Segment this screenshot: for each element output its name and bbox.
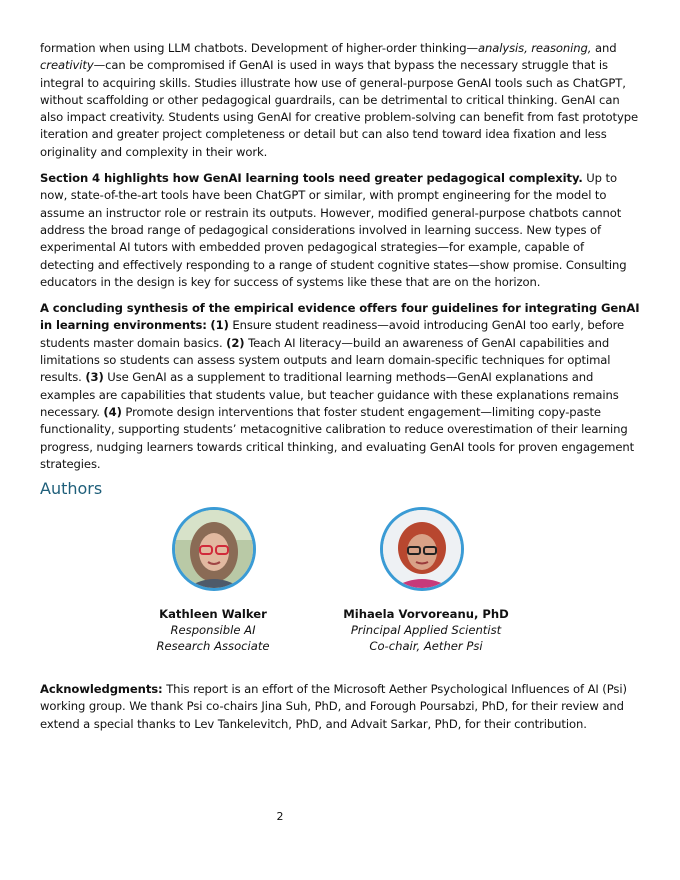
guideline-number-3: (3): [85, 370, 104, 385]
paragraph-guidelines: [40, 300, 640, 473]
p1-emphasis-analysis: analysis, reasoning,: [477, 41, 592, 55]
portrait-icon: [383, 510, 461, 588]
page-number: 2: [276, 810, 284, 823]
author-card-2: [326, 606, 526, 654]
author-name: Kathleen Walker: [159, 607, 267, 621]
p1-text-c: —can be compromised if GenAI is used in ways that bypass the necessary struggle that is integral to acquiring skills. Studies illustrate how use of general-purpose GenAI tools such as ChatGPT, without scaffolding or other pedagogical guardrails, can be detrimental to critical thinking. GenAI can also impact creativity. Students using GenAI for creative problem-solving can benefit from fast prototype iteration and greater project completeness or detail but can also tend toward idea fixation and less originality and complexity in their work.: [40, 58, 639, 159]
author-name: Mihaela Vorvoreanu, PhD: [343, 607, 509, 621]
avatar-kathleen-walker: [172, 507, 256, 591]
body-text: [40, 40, 640, 482]
author-role: Responsible AI: [170, 623, 256, 637]
acknowledgments: [40, 681, 640, 733]
authors-heading: Authors: [40, 479, 103, 498]
p3-lead: A concluding synthesis of the empirical evidence offers four guidelines for integrating GenAI in learning environments:: [40, 301, 640, 333]
p1-text-a: formation when using LLM chatbots. Development of higher-order thinking—: [40, 41, 478, 55]
guideline-text-3: Use GenAI as a supplement to traditional learning methods—GenAI explanations and examples are capabilities that students value, but teacher guidance with these explanations remains necessary.: [40, 370, 619, 419]
author-role: Research Associate: [156, 639, 270, 653]
portrait-icon: [175, 510, 253, 588]
author-card-1: [113, 606, 313, 654]
guideline-text-1: Ensure student readiness—avoid introducing GenAI too early, before students master domain basics.: [40, 318, 625, 350]
p1-text-b: and: [591, 41, 617, 55]
guideline-number-2: (2): [226, 335, 245, 350]
p2-lead: Section 4 highlights how GenAI learning tools need greater pedagogical complexity.: [40, 171, 583, 186]
guideline-text-2: Teach AI literacy—build an awareness of GenAI capabilities and limitations so students can assess system outputs and learn domain-specific techniques for optimal results.: [40, 335, 611, 385]
paragraph-section-4: [40, 170, 640, 291]
p2-text: Up to now, state-of-the-art tools have been ChatGPT or similar, with prompt engineering for the model to assume an instructor role or restrain its outputs. However, modified general-purpose chatbots cannot address the broad range of pedagogical considerations involved in learning success. New types of experimental AI tutors with embedded proven pedagogical strategies—for example, capable of detecting and effectively responding to a range of student cognitive states—show promise. Consulting educators in the design is key for success of systems like these that are on the horizon.: [40, 171, 627, 289]
guideline-number-4: (4): [103, 404, 122, 419]
acknowledgments-text: This report is an effort of the Microsoft Aether Psychological Influences of AI (Psi) working group. We thank Psi co-chairs Jina Suh, PhD, and Forough Poursabzi, PhD, for their review and extend a special thanks to Lev Tankelevitch, PhD, and Advait Sarkar, PhD, for their contribution.: [40, 682, 627, 731]
acknowledgments-label: Acknowledgments:: [40, 682, 163, 696]
p1-emphasis-creativity: creativity: [40, 58, 94, 73]
avatar-mihaela-vorvoreanu: [380, 507, 464, 591]
guideline-text-4: Promote design interventions that foster student engagement—limiting copy-paste functionality, supporting students’ metacognitive calibration to reduce overestimation of their learning progress, nudging learners towards critical thinking, and evaluating GenAI tools for proven engagement strategies.: [40, 404, 635, 471]
paragraph-creativity: [40, 40, 640, 161]
author-role: Principal Applied Scientist: [350, 623, 502, 637]
guideline-number-1: (1): [210, 318, 229, 333]
author-role: Co-chair, Aether Psi: [369, 639, 483, 653]
